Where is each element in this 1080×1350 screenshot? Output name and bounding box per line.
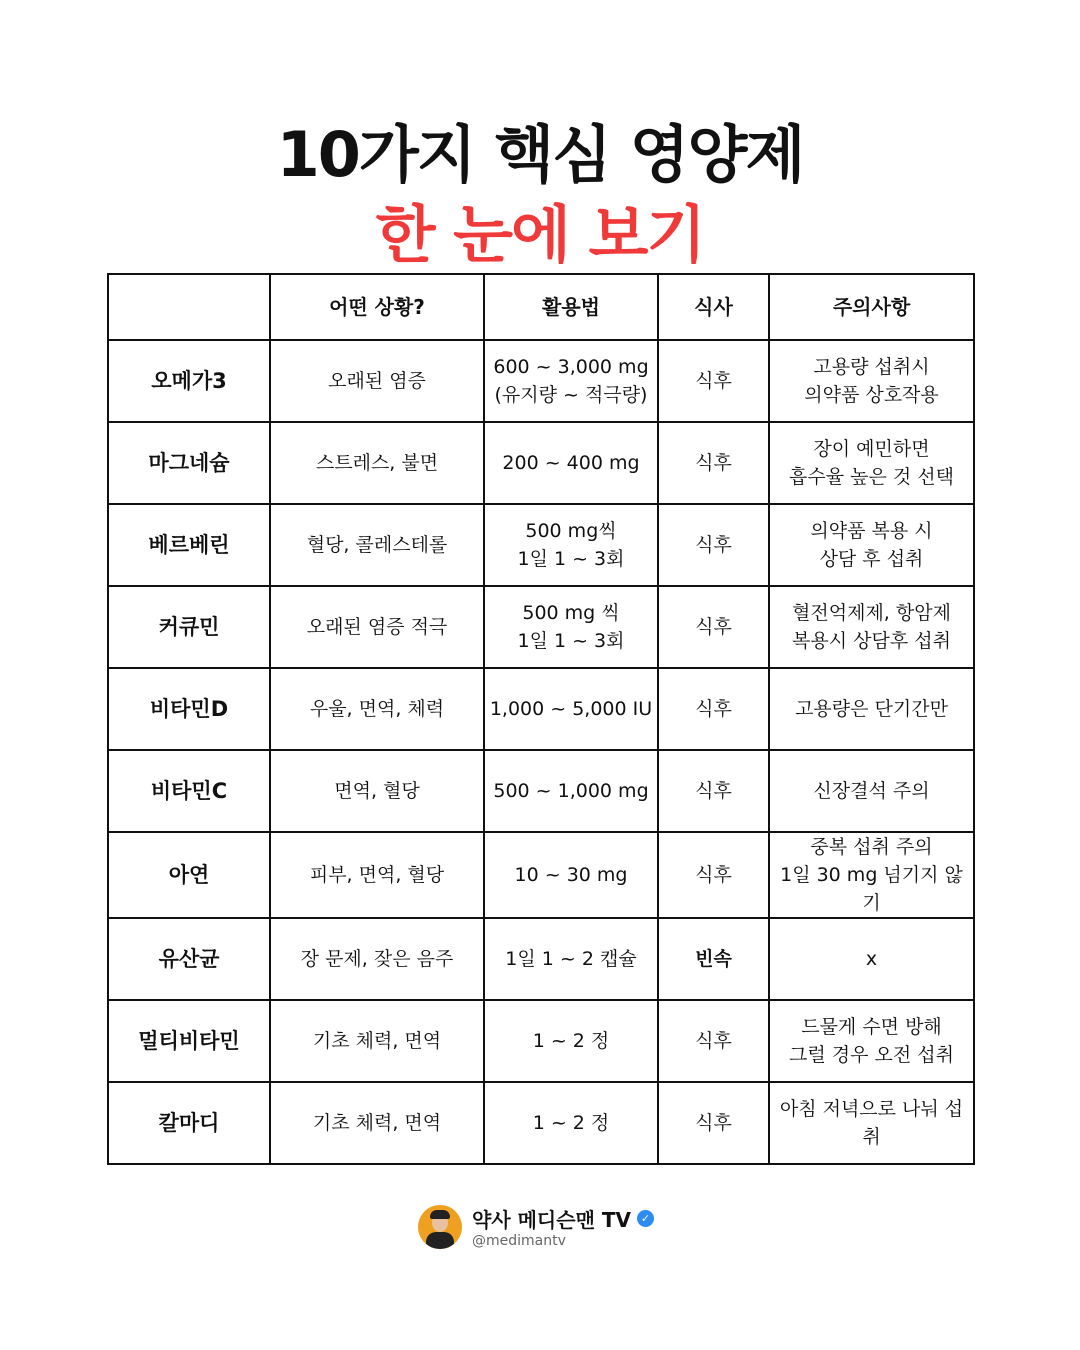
cell-usage: 1 ~ 2 정 xyxy=(484,1082,658,1164)
table-row xyxy=(108,340,974,422)
cell-supplement: 아연 xyxy=(108,832,270,918)
cell-situation: 오래된 염증 xyxy=(270,340,484,422)
cell-timing: 식후 xyxy=(658,1082,769,1164)
cell-timing: 빈속 xyxy=(658,918,769,1000)
avatar xyxy=(418,1205,462,1249)
cell-usage: 1일 1 ~ 2 캡슐 xyxy=(484,918,658,1000)
cell-situation: 피부, 면역, 혈당 xyxy=(270,832,484,918)
cell-timing: 식후 xyxy=(658,1000,769,1082)
cell-situation: 혈당, 콜레스테롤 xyxy=(270,504,484,586)
table-row xyxy=(108,1082,974,1164)
cell-timing: 식후 xyxy=(658,832,769,918)
cell-situation: 면역, 혈당 xyxy=(270,750,484,832)
cell-supplement: 멀티비타민 xyxy=(108,1000,270,1082)
cell-caution: 신장결석 주의 xyxy=(769,750,974,832)
table-header-row xyxy=(108,274,974,340)
cell-supplement: 베르베린 xyxy=(108,504,270,586)
cell-supplement: 커큐민 xyxy=(108,586,270,668)
cell-caution: 장이 예민하면 흡수율 높은 것 선택 xyxy=(769,422,974,504)
channel-handle: @medimantv xyxy=(472,1233,566,1249)
header-timing: 식사 xyxy=(658,274,769,340)
table-row xyxy=(108,504,974,586)
table-row xyxy=(108,1000,974,1082)
table-row xyxy=(108,750,974,832)
cell-caution: 아침 저녁으로 나눠 섭취 xyxy=(769,1082,974,1164)
cell-timing: 식후 xyxy=(658,586,769,668)
cell-usage: 600 ~ 3,000 mg (유지량 ~ 적극량) xyxy=(484,340,658,422)
cell-caution: 중복 섭취 주의 1일 30 mg 넘기지 않기 xyxy=(769,832,974,918)
cell-caution: 드물게 수면 방해 그럴 경우 오전 섭취 xyxy=(769,1000,974,1082)
cell-usage: 500 mg 씩 1일 1 ~ 3회 xyxy=(484,586,658,668)
author-footer xyxy=(418,1204,654,1249)
cell-situation: 장 문제, 잦은 음주 xyxy=(270,918,484,1000)
cell-timing: 식후 xyxy=(658,504,769,586)
cell-supplement: 유산균 xyxy=(108,918,270,1000)
cell-supplement: 칼마디 xyxy=(108,1082,270,1164)
cell-timing: 식후 xyxy=(658,340,769,422)
cell-supplement: 오메가3 xyxy=(108,340,270,422)
cell-timing: 식후 xyxy=(658,668,769,750)
cell-timing: 식후 xyxy=(658,750,769,832)
cell-usage: 500 mg씩 1일 1 ~ 3회 xyxy=(484,504,658,586)
cell-supplement: 비타민D xyxy=(108,668,270,750)
table-row xyxy=(108,586,974,668)
header-situation: 어떤 상황? xyxy=(270,274,484,340)
header-usage: 활용법 xyxy=(484,274,658,340)
header-caution: 주의사항 xyxy=(769,274,974,340)
cell-situation: 우울, 면역, 체력 xyxy=(270,668,484,750)
cell-supplement: 마그네슘 xyxy=(108,422,270,504)
title-line-2: 한 눈에 보기 xyxy=(375,198,705,271)
cell-situation: 기초 체력, 면역 xyxy=(270,1000,484,1082)
cell-usage: 500 ~ 1,000 mg xyxy=(484,750,658,832)
cell-caution: 고용량 섭취시 의약품 상호작용 xyxy=(769,340,974,422)
header-supplement xyxy=(108,274,270,340)
channel-name: 약사 메디슨맨 TV xyxy=(472,1208,631,1232)
verified-check-icon: ✓ xyxy=(637,1210,654,1227)
cell-situation: 스트레스, 불면 xyxy=(270,422,484,504)
table-row xyxy=(108,668,974,750)
cell-timing: 식후 xyxy=(658,422,769,504)
table-row xyxy=(108,832,974,918)
cell-supplement: 비타민C xyxy=(108,750,270,832)
supplement-table xyxy=(107,273,975,1165)
cell-usage: 1,000 ~ 5,000 IU xyxy=(484,668,658,750)
title-line-1: 10가지 핵심 영양제 xyxy=(276,118,804,191)
table-row xyxy=(108,918,974,1000)
cell-caution: 의약품 복용 시 상담 후 섭취 xyxy=(769,504,974,586)
cell-usage: 200 ~ 400 mg xyxy=(484,422,658,504)
cell-usage: 10 ~ 30 mg xyxy=(484,832,658,918)
table-row xyxy=(108,422,974,504)
cell-caution: 고용량은 단기간만 xyxy=(769,668,974,750)
cell-situation: 오래된 염증 적극 xyxy=(270,586,484,668)
cell-usage: 1 ~ 2 정 xyxy=(484,1000,658,1082)
cell-caution: x xyxy=(769,918,974,1000)
cell-situation: 기초 체력, 면역 xyxy=(270,1082,484,1164)
cell-caution: 혈전억제제, 항암제 복용시 상담후 섭취 xyxy=(769,586,974,668)
